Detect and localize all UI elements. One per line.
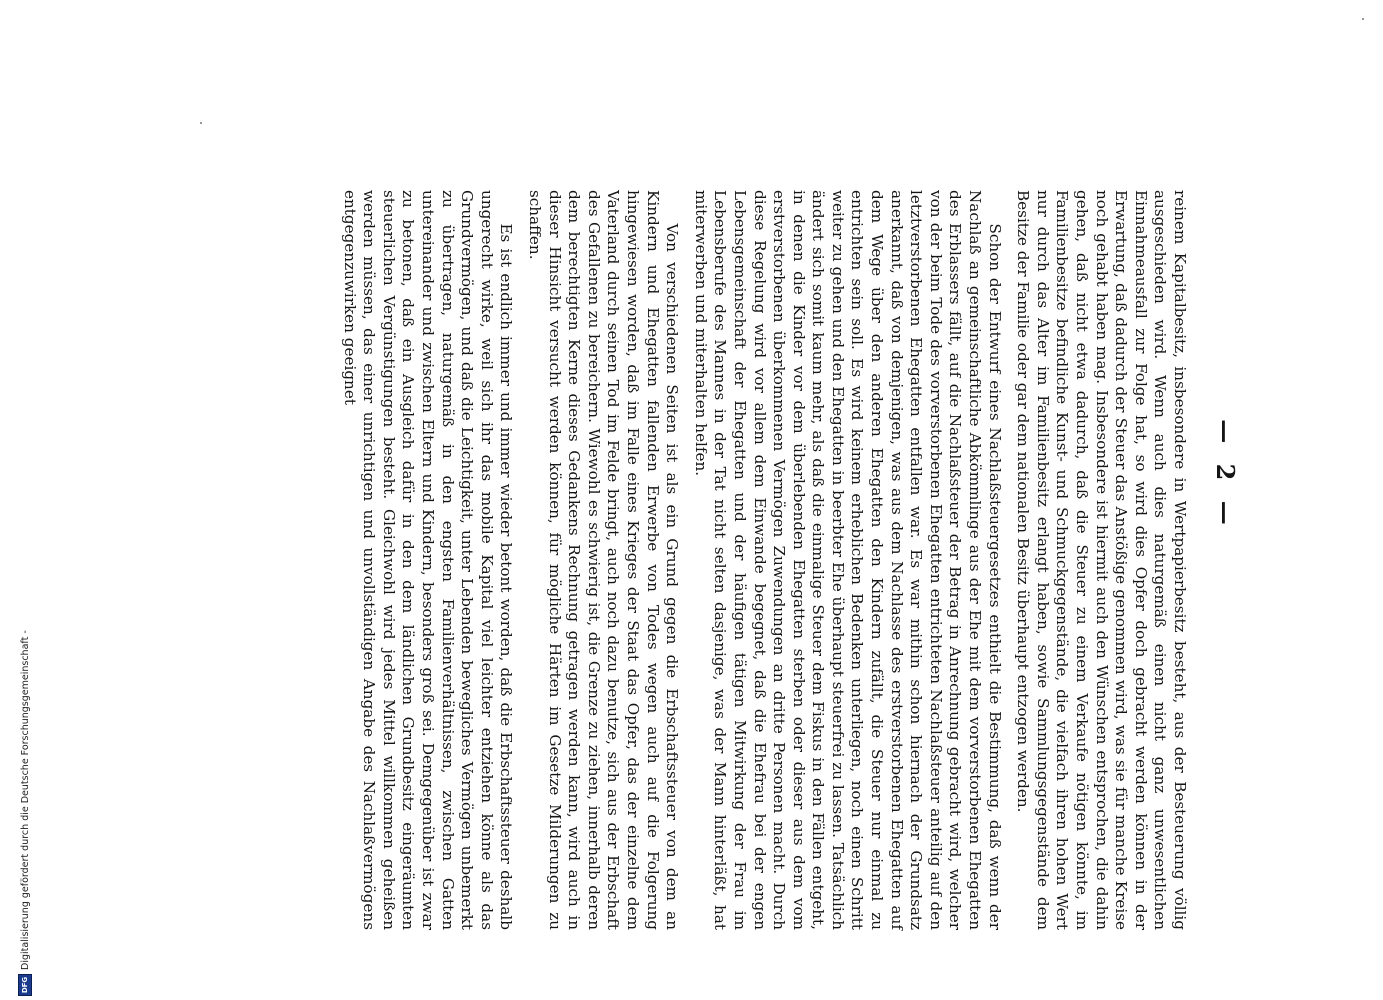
paragraph-3: Von verschiedenen Seiten ist als ein Grund gegen die Erbschaftssteuer von dem an Kindern und Ehegatten fallenden Erwerbe von Todes wegen auch auf die Folgerung hingewiesen worden, daß im Falle eines Krieges der Staat das Opfer, das der einzelne dem Vaterland durch seinen Tod im Felde bringt, auch noch dazu benutze, sich aus der Erbschaft des Gefallenen zu bereichern. Wiewohl es schwierig ist, die Grenze zu ziehen, innerhalb deren dem berechtigten Kerne dieses Gedankens Rechnung getragen werden kann, wird auch in dieser Hinsicht versucht werden können, für mögliche Härten im Gesetze Milderungen zu schaffen.: [526, 190, 682, 930]
scan-speck: [1362, 18, 1364, 20]
digitization-credit-strip: [0, 0, 31, 1000]
digitization-credit: [18, 0, 32, 1000]
credit-text: Digitalisierung gefördert durch die Deutsche Forschungsgemeinschaft -: [19, 630, 31, 970]
scan-speck: [200, 122, 202, 124]
paragraph-4: Es ist endlich immer und immer wieder betont worden, daß die Erbschaftssteuer deshalb ungerecht wirke, weil sich ihr das mobile Kapital viel leichter entziehen könne als das Grundvermögen, und daß die Leichtigkeit, unter Lebenden bewegliches Vermögen unbemerkt zu übertragen, naturgemäß in den engsten Familienverhältnissen, zwischen Gatten untereinander und zwischen Eltern und Kindern, besonders groß sei. Demgegenüber ist zwar zu betonen, daß ein Ausgleich dafür in den dem ländlichen Grundbesitz eingeräumten steuerlichen Vergünstigungen besteht. Gleichwohl wird jedes Mittel willkommen geheißen werden müssen, das einer unrichtigen und unvollständigen Angabe des Nachlaßvermögens entgegenzuwirken geeignet: [340, 190, 516, 930]
paragraph-2: Schon der Entwurf eines Nachlaßsteuergesetzes enthielt die Bestimmung, daß wenn der Nachlaß an gemeinschaftliche Abkömmlinge aus der Ehe mit dem vorverstorbenen Ehegatten des Erblassers fällt, auf die Nachlaßsteuer der Betrag in Anrechnung gebracht wird, welcher von der beim Tode des vorverstorbenen Ehegatten entrichteten Nachlaßsteuer anteilig auf den letztverstorbenen Ehegatten entfallen war. Es war mithin schon hiernach der Grundsatz anerkannt, daß von demjenigen, was aus dem Nachlasse des erstverstorbenen Ehegatten auf dem Wege über den anderen Ehegatten den Kindern zufällt, die Steuer nur einmal zu entrichten sein soll. Es wird keinem erheblichen Bedenken unterliegen, noch einen Schritt weiter zu gehen und den Ehegatten in beerbter Ehe überhaupt steuerfrei zu lassen. Tatsächlich ändert sich somit kaum mehr, als daß die einmalige Steuer dem Fiskus in den Fällen entgeht, in denen die Kinder vor dem überlebenden Ehegatten sterben oder dieser aus dem vom erstverstorbenen überkommenen Vermögen Zuwendungen an dritte Personen macht. Durch diese Regelung wird vor allem dem Einwande begegnet, daß die Ehefrau bei der engen Lebensgemeinschaft der Ehegatten und der häufigen tätigen Mitwirkung der Frau im Lebensberufe des Mannes in der Tat nicht selten dasjenige, was der Mann hinterläßt, hat miterwerben und miterhalten helfen.: [691, 190, 1004, 930]
page-number: — 2 —: [1211, 419, 1241, 531]
rotated-page: [131, 0, 1251, 950]
body-text: [330, 190, 1189, 930]
page-header: [1201, 0, 1251, 950]
paragraph-1: reinem Kapitalbesitz, insbesondere in Wertpapierbesitz besteht, aus der Besteuerung völlig ausgeschieden wird. Wenn auch dies naturgemäß einen nicht ganz unwesentlichen Einnahmeausfall zur Folge hat, so wird dies Opfer doch gebracht werden können in der Erwartung, daß dadurch der Steuer das Anstößige genommen wird, was sie für manche Kreise noch gehabt haben mag. Insbesondere ist hiermit auch den Wünschen entsprochen, die dahin gehen, daß nicht etwa dadurch, daß die Steuer zu einem Verkaufe nötigen könnte, im Familienbesitze befindliche Kunst- und Schmuckgegenstände, die vielfach ihren hohen Wert nur durch das Alter im Familienbesitz erlangt haben, sowie Sammlungsgegenstände dem Besitze der Familie oder gar dem nationalen Besitz überhaupt entzogen werden.: [1014, 190, 1189, 930]
dfg-logo-icon: DFG: [18, 974, 32, 996]
